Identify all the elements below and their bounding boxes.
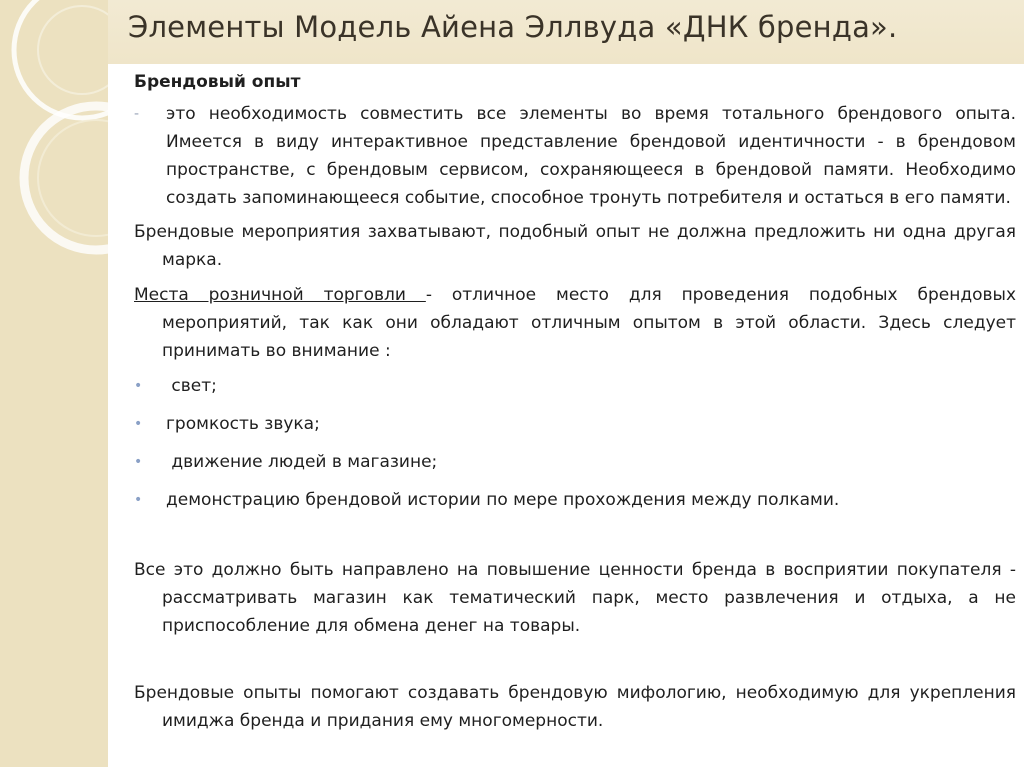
bullet-marker: • (134, 454, 143, 470)
list-item (134, 448, 1016, 476)
decorative-side-band (0, 0, 108, 767)
decorative-rings (0, 0, 108, 767)
bullet-text: демонстрацию брендовой истории по мере прохождения между полками. (166, 490, 840, 510)
dash-item-text: это необходимость совместить все элементы во время тотального брендового опыта. Имеется в виду интерактивное представление брендовой идентичности - в брендовом пространстве, с брендовым сервисом, сохраняющееся в брендовой памяти. Необходимо создать запоминающееся событие, способное тронуть потребителя и остаться в его памяти. (166, 104, 1016, 208)
dash-marker: - (134, 106, 140, 122)
slide-title: Элементы Модель Айена Эллвуда «ДНК бренда». (128, 10, 898, 44)
bullet-marker: • (134, 492, 143, 508)
slide-body (134, 68, 1016, 742)
bullet-marker: • (134, 416, 143, 432)
paragraph-mythology: Брендовые опыты помогают создавать брендовую мифологию, необходимую для укрепления имиджа бренда и придания ему многомерности. (134, 683, 1016, 731)
bullet-text: движение людей в магазине; (166, 452, 438, 472)
list-item (134, 372, 1016, 400)
list-item (134, 486, 1016, 514)
paragraph-events: Брендовые мероприятия захватывают, подобный опыт не должна предложить ни одна другая марка. (134, 222, 1016, 270)
paragraph-retail (134, 281, 1016, 365)
dash-list-item (134, 100, 1016, 212)
retail-term: Места розничной торговли (134, 285, 426, 305)
list-item (134, 410, 1016, 438)
section-heading: Брендовый опыт (134, 72, 301, 92)
paragraph-value: Все это должно быть направлено на повышение ценности бренда в восприятии покупателя - рассматривать магазин как тематический парк, место развлечения и отдыха, а не приспособление для обмена денег на товары. (134, 560, 1016, 636)
retail-text: - отличное место для проведения подобных брендовых мероприятий, так как они обладают отличным опытом в этой области. Здесь следует принимать во внимание : (162, 285, 1016, 361)
bullet-marker: • (134, 378, 143, 394)
bullet-text: громкость звука; (166, 414, 320, 434)
bullet-text: свет; (166, 376, 217, 396)
